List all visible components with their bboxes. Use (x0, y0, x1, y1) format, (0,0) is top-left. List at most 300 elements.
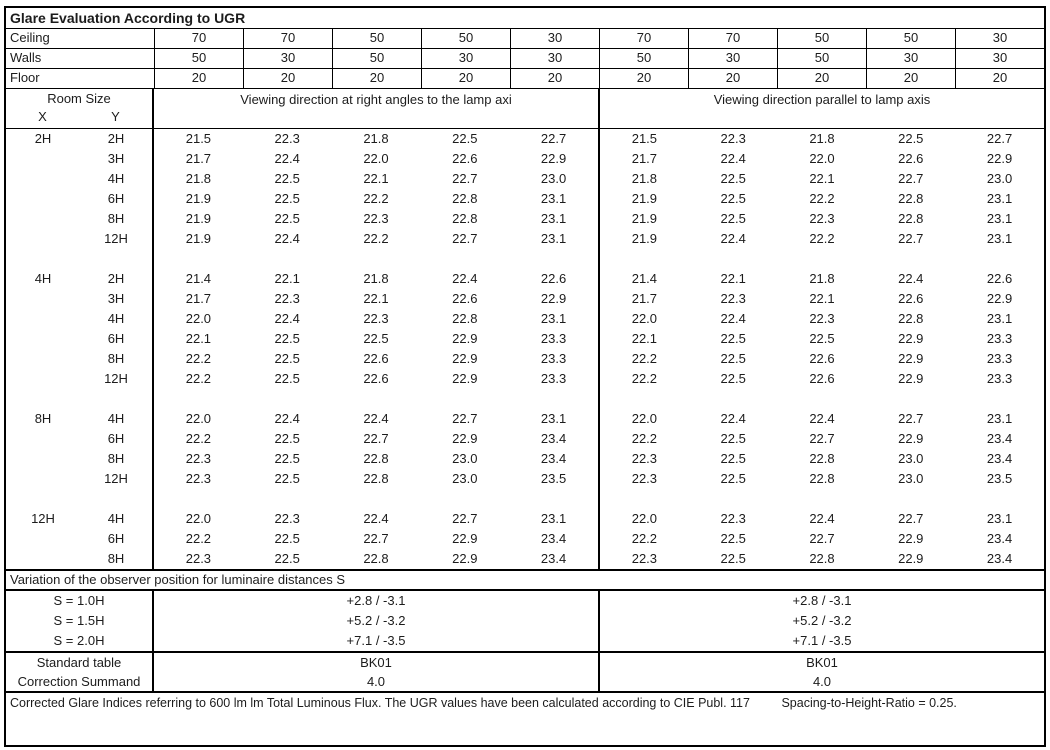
room-y-cell: 8H (80, 549, 154, 569)
surface-value-cell: 20 (599, 69, 688, 88)
ugr-value-cell (332, 489, 421, 509)
room-y-cell: 4H (80, 169, 154, 189)
ugr-value-cell (154, 249, 243, 269)
ugr-value-cell: 22.7 (363, 531, 389, 546)
ugr-value-cell: 22.2 (185, 371, 212, 386)
ugr-value-cell: 23.3 (986, 351, 1013, 366)
room-size-header (6, 89, 154, 128)
surface-value-cell: 20 (955, 69, 1044, 88)
ugr-value-cell: 22.4 (809, 511, 835, 526)
ugr-value-cell: 22.1 (809, 291, 835, 306)
ugr-value-cell: 22.4 (809, 411, 835, 426)
surface-value-cell: 30 (510, 29, 599, 48)
ugr-value-cell: 22.3 (185, 551, 212, 566)
ugr-value-cell: 22.9 (540, 291, 567, 306)
ugr-value-cell: 21.9 (598, 229, 689, 249)
table-row (6, 209, 1044, 229)
ugr-value-cell: 21.7 (185, 151, 212, 166)
ugr-value-cell: 22.5 (898, 131, 924, 146)
summary-rows (6, 653, 1044, 693)
surface-value-cell: 30 (955, 29, 1044, 48)
room-y-cell: 6H (80, 329, 154, 349)
ugr-value-cell: 22.2 (363, 231, 389, 246)
ugr-value-cell: 22.0 (598, 409, 689, 429)
ugr-value-cell: 22.9 (986, 151, 1013, 166)
room-x-cell (6, 169, 80, 189)
surface-value-cell: 20 (777, 69, 866, 88)
x-column-label: X (38, 109, 47, 124)
ugr-value-cell (154, 389, 243, 409)
room-x-cell (6, 349, 80, 369)
room-x-cell: 4H (34, 271, 52, 286)
spacing-height-ratio: Spacing-to-Height-Ratio = 0.25. (781, 696, 957, 710)
room-x-cell (6, 229, 80, 249)
ugr-value-cell: 22.8 (809, 451, 835, 466)
ugr-value-cell: 23.4 (986, 451, 1013, 466)
ugr-value-cell: 21.7 (185, 291, 212, 306)
ugr-value-cell: 23.1 (986, 411, 1013, 426)
ugr-value-cell: 22.2 (185, 351, 212, 366)
ugr-value-cell: 23.0 (898, 451, 924, 466)
ugr-value-cell: 21.5 (598, 129, 689, 149)
ugr-value-cell: 22.6 (540, 271, 567, 286)
ugr-value-cell: 23.4 (986, 431, 1013, 446)
ugr-value-cell: 21.8 (809, 131, 835, 146)
ugr-value-cell: 22.2 (809, 231, 835, 246)
variation-heading: Variation of the observer position for luminaire distances S (6, 571, 1044, 591)
ugr-value-cell: 21.9 (598, 209, 689, 229)
room-size-label: Room Size (47, 91, 111, 106)
variation-right-value: +7.1 / -3.5 (598, 631, 1044, 651)
room-y-cell: 2H (80, 129, 154, 149)
ugr-value-cell (243, 389, 332, 409)
room-y-cell: 8H (80, 349, 154, 369)
ugr-value-cell: 22.5 (274, 351, 300, 366)
ugr-value-cell: 22.5 (274, 171, 300, 186)
surface-value-cell: 50 (777, 29, 866, 48)
surface-value-cell: 50 (154, 49, 243, 68)
ugr-value-cell: 22.5 (452, 131, 478, 146)
ugr-value-cell: 23.1 (986, 311, 1013, 326)
ugr-value-cell: 22.3 (720, 291, 746, 306)
surface-row-label: Walls (10, 50, 42, 65)
ugr-value-cell: 22.9 (898, 531, 924, 546)
ugr-value-cell (332, 249, 421, 269)
ugr-value-cell: 22.3 (274, 511, 300, 526)
ugr-value-cell: 22.3 (720, 511, 746, 526)
spacing-label: S = 2.0H (6, 631, 154, 651)
ugr-value-cell (598, 389, 689, 409)
ugr-value-cell: 23.5 (540, 471, 567, 486)
room-x-cell: 8H (34, 411, 52, 426)
ugr-value-cell: 23.3 (540, 331, 567, 346)
table-row (6, 129, 1044, 149)
ugr-value-cell: 22.5 (720, 351, 746, 366)
table-row (6, 449, 1044, 469)
ugr-value-cell: 23.4 (986, 531, 1013, 546)
room-y-cell: 4H (80, 409, 154, 429)
summary-left-value: 4.0 (366, 674, 386, 689)
ugr-value-cell: 22.5 (720, 331, 746, 346)
ugr-value-cell: 21.4 (598, 269, 689, 289)
ugr-value-cell: 22.3 (185, 471, 212, 486)
ugr-value-cell: 22.4 (720, 411, 746, 426)
surface-value-cell: 70 (243, 29, 332, 48)
ugr-value-cell: 22.9 (898, 551, 924, 566)
ugr-value-cell (243, 249, 332, 269)
left-viewing-heading: Viewing direction at right angles to the lamp axi (240, 92, 512, 107)
surface-row (6, 49, 1044, 69)
ugr-value-cell: 22.1 (363, 171, 389, 186)
ugr-value-cell: 22.1 (274, 271, 300, 286)
room-y-cell: 12H (80, 469, 154, 489)
ugr-value-cell: 22.4 (274, 151, 300, 166)
ugr-value-cell: 22.7 (898, 171, 924, 186)
ugr-value-cell: 22.5 (274, 191, 300, 206)
ugr-value-cell: 22.9 (452, 531, 478, 546)
room-y-cell (80, 489, 154, 509)
variation-row (6, 591, 1044, 611)
ugr-value-cell: 23.4 (986, 551, 1013, 566)
ugr-value-cell: 22.9 (452, 371, 478, 386)
variation-left-value: +7.1 / -3.5 (346, 633, 406, 648)
ugr-value-cell (509, 249, 598, 269)
ugr-value-cell (598, 489, 689, 509)
room-y-cell: 3H (80, 289, 154, 309)
ugr-value-cell (420, 389, 509, 409)
ugr-value-cell: 21.8 (185, 171, 212, 186)
ugr-value-cell: 22.0 (185, 411, 212, 426)
surface-value-cell: 50 (421, 29, 510, 48)
room-x-cell (6, 429, 80, 449)
table-row (6, 289, 1044, 309)
ugr-value-cell: 22.2 (598, 529, 689, 549)
ugr-value-cell: 22.1 (185, 331, 212, 346)
ugr-value-cell: 21.7 (598, 149, 689, 169)
summary-right-value: BK01 (598, 653, 1044, 672)
ugr-value-cell: 22.7 (898, 231, 924, 246)
page-title: Glare Evaluation According to UGR (6, 8, 1044, 29)
ugr-value-cell: 22.5 (274, 331, 300, 346)
surface-value-cell: 30 (955, 49, 1044, 68)
ugr-value-cell: 22.0 (185, 511, 212, 526)
ugr-value-cell (689, 389, 778, 409)
table-row (6, 549, 1044, 569)
surface-value-cell: 50 (332, 49, 421, 68)
room-x-cell (6, 309, 80, 329)
ugr-value-cell: 23.0 (986, 171, 1013, 186)
ugr-value-cell: 22.3 (363, 311, 389, 326)
ugr-value-cell: 23.3 (540, 351, 567, 366)
surface-value-cell: 70 (688, 29, 777, 48)
table-row (6, 149, 1044, 169)
ugr-value-cell: 22.5 (274, 211, 300, 226)
ugr-value-cell: 21.8 (363, 131, 389, 146)
ugr-value-cell (598, 249, 689, 269)
ugr-value-cell: 22.1 (720, 271, 746, 286)
ugr-value-cell: 22.2 (809, 191, 835, 206)
ugr-value-cell: 23.4 (540, 451, 567, 466)
room-x-cell (6, 549, 80, 569)
ugr-value-cell: 22.6 (363, 351, 389, 366)
ugr-value-cell: 22.8 (898, 311, 924, 326)
room-x-cell (6, 529, 80, 549)
ugr-value-cell: 22.7 (540, 131, 567, 146)
ugr-value-cell (420, 249, 509, 269)
footer-note (6, 693, 1044, 745)
ugr-value-cell (689, 249, 778, 269)
ugr-value-cell: 22.1 (598, 329, 689, 349)
room-x-cell (6, 489, 80, 509)
table-row (6, 309, 1044, 329)
ugr-data-area (6, 129, 1044, 571)
ugr-value-cell: 23.0 (452, 451, 478, 466)
ugr-value-cell (243, 489, 332, 509)
ugr-value-cell: 22.2 (598, 429, 689, 449)
ugr-value-cell: 22.7 (986, 131, 1013, 146)
ugr-value-cell: 23.0 (540, 171, 567, 186)
ugr-value-cell: 22.3 (274, 131, 300, 146)
ugr-value-cell: 22.5 (720, 431, 746, 446)
ugr-value-cell: 23.1 (986, 191, 1013, 206)
surface-value-cell: 50 (332, 29, 421, 48)
ugr-value-cell (955, 389, 1044, 409)
ugr-value-cell: 22.7 (809, 431, 835, 446)
ugr-value-cell: 22.5 (720, 531, 746, 546)
ugr-value-cell: 22.6 (898, 291, 924, 306)
ugr-value-cell: 22.7 (452, 231, 478, 246)
ugr-value-cell: 22.1 (809, 171, 835, 186)
room-x-cell (6, 369, 80, 389)
ugr-value-cell: 22.4 (720, 231, 746, 246)
ugr-value-cell: 22.4 (363, 411, 389, 426)
surface-value-cell: 50 (599, 49, 688, 68)
ugr-value-cell: 22.2 (185, 431, 212, 446)
ugr-value-cell: 23.4 (540, 551, 567, 566)
ugr-value-cell: 22.7 (898, 411, 924, 426)
ugr-value-cell: 22.2 (598, 349, 689, 369)
ugr-value-cell: 21.9 (185, 231, 212, 246)
ugr-value-cell: 22.0 (809, 151, 835, 166)
ugr-value-cell: 21.7 (598, 289, 689, 309)
surface-value-cell: 30 (421, 49, 510, 68)
ugr-value-cell: 22.4 (274, 311, 300, 326)
room-x-cell (6, 469, 80, 489)
ugr-value-cell: 22.4 (274, 411, 300, 426)
ugr-value-cell (955, 489, 1044, 509)
ugr-value-cell: 22.6 (452, 151, 478, 166)
room-x-cell (6, 289, 80, 309)
ugr-value-cell (778, 249, 867, 269)
ugr-value-cell: 22.2 (363, 191, 389, 206)
ugr-value-cell (866, 489, 955, 509)
ugr-value-cell: 22.9 (898, 431, 924, 446)
ugr-value-cell: 22.0 (598, 309, 689, 329)
summary-label: Correction Summand (6, 672, 154, 691)
table-row (6, 189, 1044, 209)
ugr-value-cell: 22.6 (809, 351, 835, 366)
surface-value-cell: 50 (866, 29, 955, 48)
surface-value-cell: 20 (688, 69, 777, 88)
ugr-value-cell: 22.0 (598, 509, 689, 529)
ugr-value-cell: 23.1 (540, 231, 567, 246)
ugr-value-cell: 22.0 (363, 151, 389, 166)
ugr-value-cell (689, 489, 778, 509)
ugr-value-cell (509, 489, 598, 509)
ugr-value-cell: 23.1 (540, 411, 567, 426)
surface-value-cell: 30 (866, 49, 955, 68)
ugr-value-cell: 22.7 (898, 511, 924, 526)
ugr-value-cell: 22.5 (720, 191, 746, 206)
room-y-cell: 8H (80, 449, 154, 469)
variation-right-value: +2.8 / -3.1 (598, 591, 1044, 611)
ugr-value-cell: 22.5 (274, 531, 300, 546)
table-row (6, 329, 1044, 349)
ugr-value-cell: 22.8 (452, 211, 478, 226)
table-row (6, 389, 1044, 409)
variation-row (6, 631, 1044, 651)
ugr-value-cell: 22.5 (720, 171, 746, 186)
ugr-value-cell: 22.8 (363, 551, 389, 566)
ugr-value-cell: 22.6 (809, 371, 835, 386)
surface-value-cell: 30 (688, 49, 777, 68)
ugr-value-cell: 23.1 (540, 511, 567, 526)
ugr-value-cell: 22.7 (452, 171, 478, 186)
summary-row (6, 672, 1044, 691)
ugr-value-cell: 22.9 (898, 371, 924, 386)
room-y-cell: 12H (80, 369, 154, 389)
ugr-value-cell: 22.6 (898, 151, 924, 166)
summary-label: Standard table (6, 653, 154, 672)
variation-left-value: +5.2 / -3.2 (346, 613, 406, 628)
surface-row (6, 69, 1044, 89)
table-row (6, 469, 1044, 489)
ugr-value-cell: 22.8 (452, 311, 478, 326)
ugr-value-cell: 22.6 (363, 371, 389, 386)
ugr-value-cell: 22.5 (274, 551, 300, 566)
room-y-cell: 4H (80, 309, 154, 329)
surface-value-cell: 30 (510, 49, 599, 68)
room-y-cell (80, 389, 154, 409)
right-viewing-heading: Viewing direction parallel to lamp axis (598, 89, 1044, 128)
room-y-cell: 4H (80, 509, 154, 529)
ugr-value-cell: 22.9 (452, 331, 478, 346)
room-y-cell: 3H (80, 149, 154, 169)
ugr-value-cell: 22.9 (898, 331, 924, 346)
column-header-row (6, 89, 1044, 129)
ugr-value-cell: 21.9 (185, 211, 212, 226)
ugr-value-cell (778, 489, 867, 509)
variation-right-value: +5.2 / -3.2 (598, 611, 1044, 631)
room-x-cell (6, 209, 80, 229)
ugr-value-cell: 23.3 (986, 371, 1013, 386)
ugr-value-cell: 22.1 (363, 291, 389, 306)
ugr-value-cell: 23.5 (986, 471, 1013, 486)
ugr-value-cell: 22.5 (720, 211, 746, 226)
variation-left-value: +2.8 / -3.1 (346, 593, 406, 608)
ugr-value-cell: 22.5 (274, 471, 300, 486)
ugr-value-cell: 22.4 (898, 271, 924, 286)
table-row (6, 169, 1044, 189)
ugr-value-cell: 22.9 (452, 351, 478, 366)
table-row (6, 249, 1044, 269)
spacing-label: S = 1.5H (6, 611, 154, 631)
table-row (6, 429, 1044, 449)
ugr-value-cell: 22.3 (809, 311, 835, 326)
table-row (6, 349, 1044, 369)
ugr-value-cell: 22.9 (986, 291, 1013, 306)
ugr-value-cell: 22.2 (185, 531, 212, 546)
ugr-value-cell: 22.7 (452, 411, 478, 426)
ugr-value-cell: 21.9 (598, 189, 689, 209)
surface-value-cell: 20 (421, 69, 510, 88)
summary-right-value: 4.0 (598, 672, 1044, 691)
room-y-cell: 6H (80, 189, 154, 209)
ugr-value-cell: 23.0 (452, 471, 478, 486)
ugr-value-cell: 22.5 (720, 371, 746, 386)
ugr-value-cell (420, 489, 509, 509)
ugr-value-cell: 22.3 (274, 291, 300, 306)
ugr-value-cell: 23.1 (986, 511, 1013, 526)
ugr-value-cell: 22.8 (809, 551, 835, 566)
room-x-cell: 2H (34, 131, 52, 146)
ugr-value-cell: 22.6 (986, 271, 1013, 286)
ugr-value-cell (332, 389, 421, 409)
ugr-value-cell (955, 249, 1044, 269)
ugr-value-cell: 21.5 (185, 131, 212, 146)
ugr-value-cell: 23.1 (540, 211, 567, 226)
ugr-value-cell (509, 389, 598, 409)
room-x-cell (6, 149, 80, 169)
ugr-value-cell: 22.9 (452, 551, 478, 566)
ugr-value-cell: 22.8 (363, 451, 389, 466)
ugr-value-cell (866, 249, 955, 269)
ugr-value-cell: 22.5 (274, 451, 300, 466)
ugr-value-cell: 22.3 (720, 131, 746, 146)
ugr-value-cell: 22.3 (598, 469, 689, 489)
table-row (6, 409, 1044, 429)
surface-value-cell: 20 (332, 69, 421, 88)
surface-value-cell: 30 (243, 49, 332, 68)
variation-rows (6, 591, 1044, 653)
room-y-cell (80, 249, 154, 269)
ugr-value-cell: 23.1 (540, 191, 567, 206)
ugr-value-cell: 22.7 (363, 431, 389, 446)
ugr-value-cell: 23.1 (986, 231, 1013, 246)
ugr-value-cell: 22.6 (452, 291, 478, 306)
surface-value-cell: 20 (154, 69, 243, 88)
table-row (6, 269, 1044, 289)
table-row (6, 229, 1044, 249)
ugr-value-cell: 23.4 (540, 431, 567, 446)
ugr-value-cell: 21.8 (598, 169, 689, 189)
surface-row (6, 29, 1044, 49)
ugr-value-cell: 22.8 (898, 191, 924, 206)
ugr-value-cell: 22.2 (598, 369, 689, 389)
ugr-value-cell: 23.3 (540, 371, 567, 386)
table-row (6, 529, 1044, 549)
room-x-cell (6, 389, 80, 409)
ugr-value-cell: 22.5 (274, 431, 300, 446)
ugr-value-cell: 22.3 (185, 451, 212, 466)
ugr-value-cell: 22.5 (274, 371, 300, 386)
ugr-value-cell: 22.5 (720, 471, 746, 486)
ugr-value-cell: 22.5 (720, 451, 746, 466)
ugr-value-cell: 23.0 (898, 471, 924, 486)
ugr-value-cell: 21.4 (185, 271, 212, 286)
ugr-value-cell: 22.9 (452, 431, 478, 446)
room-x-cell (6, 329, 80, 349)
